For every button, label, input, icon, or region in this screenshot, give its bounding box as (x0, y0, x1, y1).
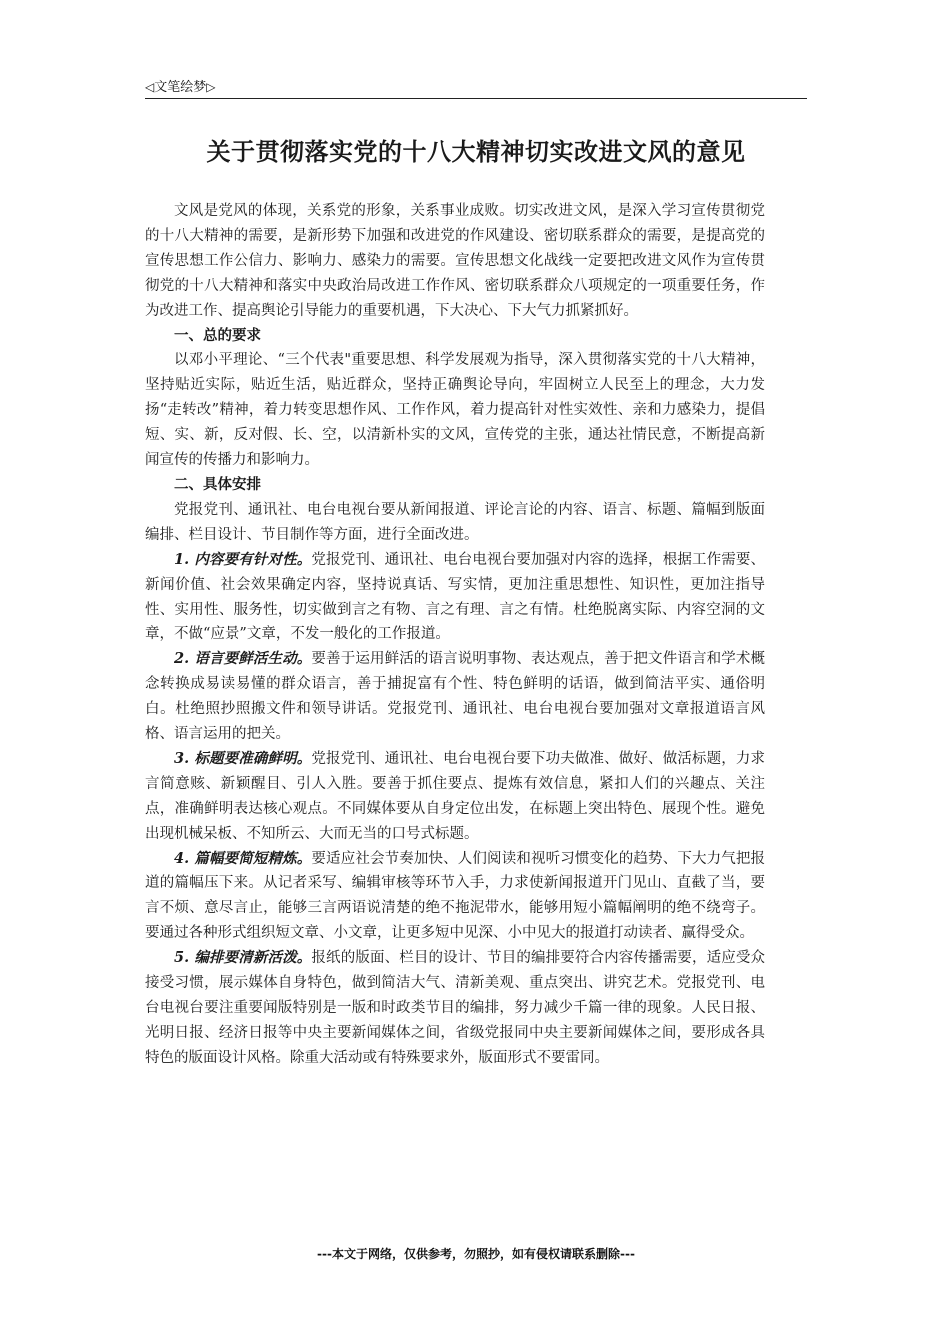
item-lead: 2. 语言要鲜活生动。 (174, 650, 312, 668)
intro-paragraph: 文风是党风的体现，关系党的形象，关系事业成败。切实改进文风，是深入学习宣传贯彻党的十八大精神的需要，是新形势下加强和改进党的作风建设、密切联系群众的需要，是提高党的宣传思想工作公信力、影响力、感染力的需要。宣传思想文化战线一定要把改进文风作为宣传贯彻党的十八大精神和落实中央政治局改进工作作风、密切联系群众八项规定的一项重要任务，作为改进工作、提高舆论引导能力的重要机遇，下大决心、下大气力抓紧抓好。 (145, 203, 765, 319)
item-text: 报纸的版面、栏目的设计、节目的编排要符合内容传播需要，适应受众接受习惯，展示媒体自身特色，做到简洁大气、清新美观、重点突出、讲究艺术。党报党刊、电台电视台要注重要闻版特别是一版和时政类节目的编排，努力减少千篇一律的现象。人民日报、光明日报、经济日报等中央主要新闻媒体之间，省级党报同中央主要新闻媒体之间，要形成各具特色的版面设计风格。除重大活动或有特殊要求外，版面形式不要雷同。 (145, 950, 766, 1066)
item-text: 党报党刊、通讯社、电台电视台要加强对内容的选择，根据工作需要、新闻价值、社会效果确定内容，坚持说真话、写实情，更加注重思想性、知识性，更加注指导性、实用性、服务性，切实做到言之有物、言之有理、言之有情。杜绝脱离实际、内容空洞的文章，不做“应景”文章，不发一般化的工作报道。 (145, 551, 766, 643)
section-heading-arrangements: 二、具体安排 (174, 476, 261, 493)
item-text: 要适应社会节奏加快、人们阅读和视听习惯变化的趋势、下大力气把报道的篇幅压下来。从记者采写、编辑审核等环节入手，力求使新闻报道开门见山、直截了当，要言不烦、意尽言止，能够三言两语说清楚的绝不拖泥带水，能够用短小篇幅阐明的绝不绕弯子。要通过各种形式组织短文章、小文章，让更多短中见深、小中见大的报道打动读者、赢得受众。 (145, 850, 766, 942)
item-lead: 3. 标题要准确鲜明。 (174, 749, 312, 767)
header-brand (145, 76, 215, 95)
page-header (145, 72, 807, 99)
item-lead: 5. 编排要清新活泼。 (174, 949, 312, 967)
left-triangle-icon: ◁ (145, 80, 155, 94)
document-body (145, 199, 765, 1071)
item-text: 要善于运用鲜活的语言说明事物、表达观点，善于把文件语言和学术概念转换成易读易懂的群众语言，善于捕捉富有个性、特色鲜明的话语，做到简洁平实、通俗明白。杜绝照抄照搬文件和领导讲话。党报党刊、通讯社、电台电视台要加强对文章报道语言风格、语言运用的把关。 (145, 651, 766, 743)
item-text: 党报党刊、通讯社、电台电视台要下功夫做准、做好、做活标题，力求言简意赅、新颖醒目、引人入胜。要善于抓住要点、提炼有效信息，紧扣人们的兴趣点、关注点，准确鲜明表达核心观点。不同媒体要从自身定位出发，在标题上突出特色、展现个性。避免出现机械呆板、不知所云、大而无当的口号式标题。 (145, 750, 766, 842)
section-heading-general: 一、总的要求 (174, 327, 261, 344)
item-paragraph (145, 747, 765, 847)
section-general-paragraph: 以邓小平理论、“三个代表"重要思想、科学发展观为指导，深入贯彻落实党的十八大精神，坚持贴近实际，贴近生活，贴近群众，坚持正确舆论导向，牢固树立人民至上的理念，大力发扬“走转改”精神，着力转变思想作风、工作作风，着力提高针对性实效性、亲和力感染力，提倡短、实、新，反对假、长、空，以清新朴实的文风，宣传党的主张，通达社情民意，不断提高新闻宣传的传播力和影响力。 (145, 352, 765, 469)
section-arrangements-paragraph: 党报党刊、通讯社、电台电视台要从新闻报道、评论言论的内容、语言、标题、篇幅到版面编排、栏目设计、节目制作等方面，进行全面改进。 (145, 501, 765, 543)
item-paragraph (145, 946, 765, 1071)
item-lead: 4. 篇幅要简短精炼。 (174, 849, 312, 867)
item-paragraph (145, 548, 765, 648)
item-paragraph (145, 847, 765, 947)
brand-text: 文笔绘梦 (154, 80, 207, 95)
item-lead: 1. 内容要有针对性。 (174, 550, 312, 568)
item-paragraph (145, 647, 765, 747)
right-triangle-icon: ▷ (206, 80, 216, 94)
page-footer: ---本文于网络，仅供参考，勿照抄，如有侵权请联系删除--- (317, 1247, 635, 1261)
document-title: 关于贯彻落实党的十八大精神切实改进文风的意见 (206, 137, 746, 166)
